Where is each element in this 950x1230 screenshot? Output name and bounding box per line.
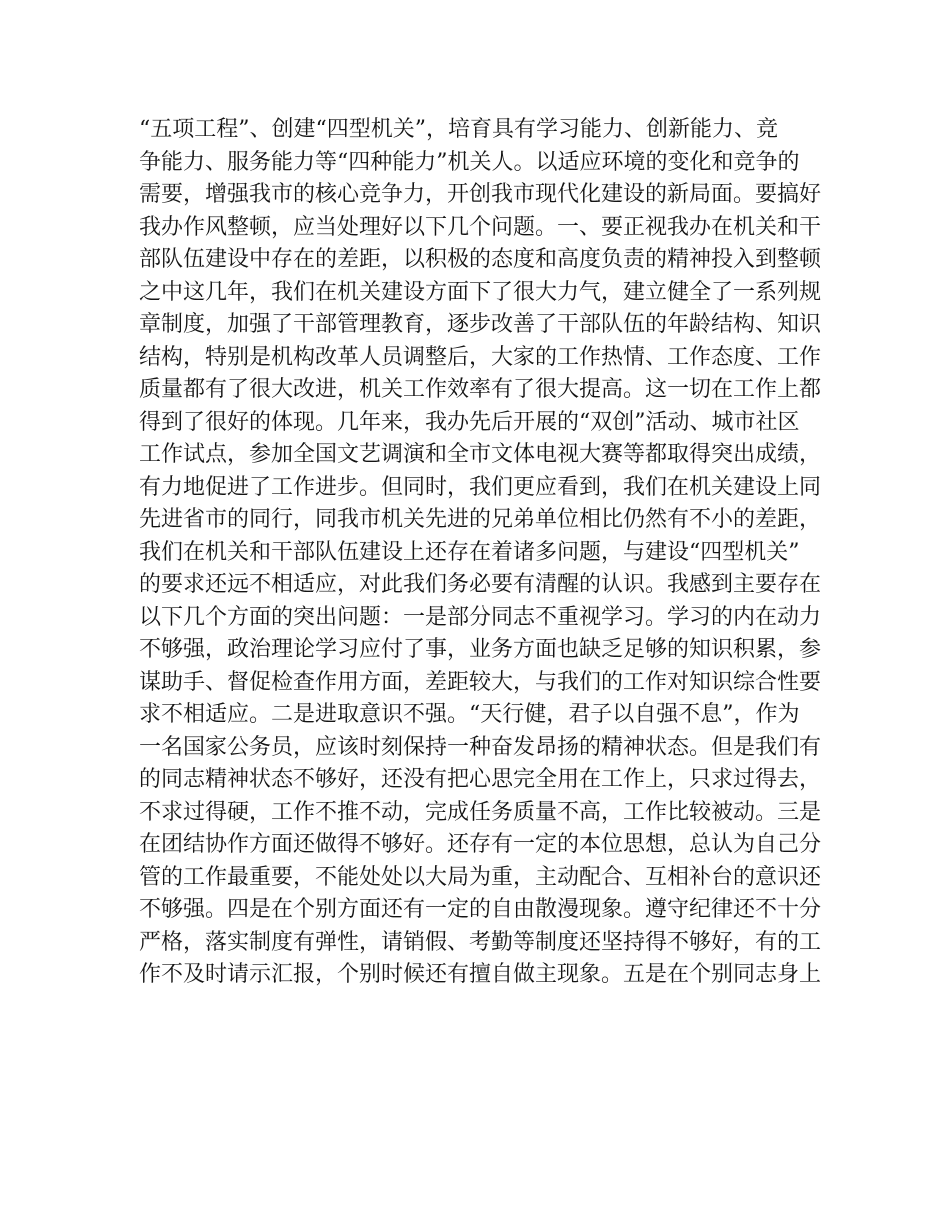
text-line: 的要求还远不相适应，对此我们务必要有清醒的认识。我感到主要存在 (139, 572, 822, 597)
text-line: 在团结协作方面还做得不够好。还存有一定的本位思想，总认为自己分 (139, 832, 822, 857)
text-line: 求不相适应。二是进取意识不强。“天行健，君子以自强不息”，作为 (139, 702, 800, 727)
text-line: 一名国家公务员，应该时刻保持一种奋发昂扬的精神状态。但是我们有 (139, 734, 822, 760)
text-line: 结构，特别是机构改革人员调整后，大家的工作热情、工作态度、工作 (139, 344, 822, 370)
text-line: 我办作风整顿，应当处理好以下几个问题。一、要正视我办在机关和干 (139, 214, 822, 240)
text-line: 章制度，加强了干部管理教育，逐步改善了干部队伍的年龄结构、知识 (139, 312, 822, 337)
text-line: 有力地促进了工作进步。但同时，我们更应看到，我们在机关建设上同 (139, 474, 822, 500)
text-line: 争能力、服务能力等“四种能力”机关人。以适应环境的变化和竞争的 (139, 149, 800, 175)
text-line: 的同志精神状态不够好，还没有把心思完全用在工作上，只求过得去， (139, 767, 822, 792)
text-line: 得到了很好的体现。几年来，我办先后开展的“双创”活动、城市社区 (139, 409, 800, 435)
body-paragraph (139, 114, 829, 992)
text-line: 不够强。四是在个别方面还有一定的自由散漫现象。遵守纪律还不十分 (139, 897, 822, 922)
text-line: 作不及时请示汇报，个别时候还有擅自做主现象。五是在个别同志身上 (139, 962, 822, 987)
text-line: 需要，增强我市的核心竞争力，开创我市现代化建设的新局面。要搞好 (139, 182, 822, 207)
text-line: 质量都有了很大改进，机关工作效率有了很大提高。这一切在工作上都 (139, 377, 822, 402)
text-line: 之中这几年，我们在机关建设方面下了很大力气，建立健全了一系列规 (139, 279, 822, 305)
text-line: 先进省市的同行，同我市机关先进的兄弟单位相比仍然有不小的差距， (139, 507, 822, 532)
text-line: 管的工作最重要，不能处处以大局为重，主动配合、互相补台的意识还 (139, 864, 822, 890)
text-line: 严格，落实制度有弹性，请销假、考勤等制度还坚持得不够好，有的工 (139, 929, 822, 955)
text-line: “五项工程”、创建“四型机关”，培育具有学习能力、创新能力、竞 (139, 117, 778, 142)
text-line: 部队伍建设中存在的差距，以积极的态度和高度负责的精神投入到整顿 (139, 247, 822, 272)
text-line: 以下几个方面的突出问题：一是部分同志不重视学习。学习的内在动力 (139, 604, 822, 630)
text-line: 不求过得硬，工作不推不动，完成任务质量不高，工作比较被动。三是 (139, 799, 822, 825)
text-line: 我们在机关和干部队伍建设上还存在着诸多问题，与建设“四型机关” (139, 539, 800, 565)
text-line: 不够强，政治理论学习应付了事，业务方面也缺乏足够的知识积累，参 (139, 637, 822, 662)
text-line: 谋助手、督促检查作用方面，差距较大，与我们的工作对知识综合性要 (139, 669, 822, 695)
text-line: 工作试点，参加全国文艺调演和全市文体电视大赛等都取得突出成绩， (139, 442, 822, 467)
